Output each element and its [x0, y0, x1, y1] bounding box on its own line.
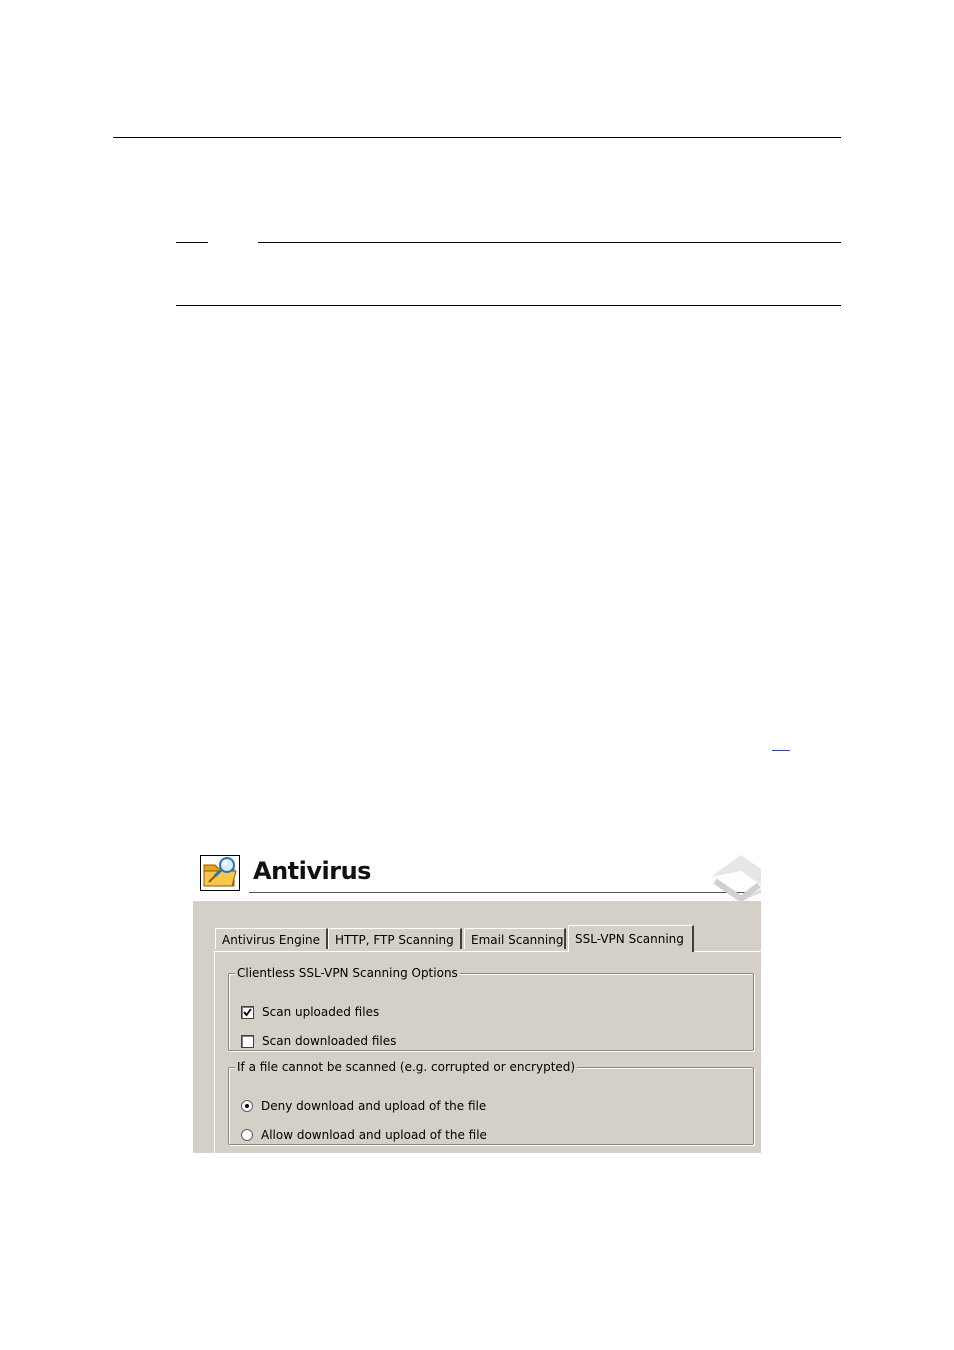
scan-downloaded-option[interactable]	[241, 1033, 396, 1049]
unscannable-legend: If a file cannot be scanned (e.g. corrupted or encrypted)	[237, 1060, 576, 1074]
deny-radio[interactable]	[241, 1100, 253, 1112]
tab-http-ftp-scanning[interactable]: HTTP, FTP Scanning	[328, 928, 462, 949]
scan-uploaded-option[interactable]	[241, 1004, 379, 1020]
reference-link[interactable]	[772, 750, 790, 751]
note-rule-top	[258, 242, 841, 243]
tab-strip	[193, 925, 761, 951]
scan-options-group	[228, 966, 754, 1051]
unscannable-file-group	[228, 1060, 754, 1145]
note-rule-bottom	[176, 305, 841, 306]
header-rule	[113, 137, 841, 138]
deny-label: Deny download and upload of the file	[261, 1099, 487, 1113]
deny-option[interactable]	[241, 1098, 486, 1114]
scan-downloaded-label: Scan downloaded files	[262, 1034, 397, 1048]
antivirus-dialog-screenshot	[193, 845, 761, 1153]
tab-ssl-vpn-scanning[interactable]: SSL-VPN Scanning	[568, 925, 694, 952]
checkmark-icon	[242, 1007, 253, 1018]
dialog-header	[193, 845, 761, 901]
note-rule-short	[176, 242, 208, 243]
allow-label: Allow download and upload of the file	[261, 1128, 487, 1142]
tab-email-scanning[interactable]: Email Scanning	[464, 928, 566, 949]
scan-uploaded-checkbox[interactable]	[241, 1006, 254, 1019]
allow-option[interactable]	[241, 1127, 487, 1143]
scan-options-legend: Clientless SSL-VPN Scanning Options	[237, 966, 458, 980]
allow-radio[interactable]	[241, 1129, 253, 1141]
scan-downloaded-checkbox[interactable]	[241, 1035, 254, 1048]
tab-antivirus-engine[interactable]: Antivirus Engine	[215, 928, 328, 949]
logo-watermark-icon	[711, 845, 761, 901]
antivirus-folder-magnifier-icon	[200, 855, 240, 891]
scan-uploaded-label: Scan uploaded files	[262, 1005, 380, 1019]
tab-panel-left-edge	[214, 951, 215, 1153]
radio-selected-dot	[245, 1104, 249, 1108]
app-title: Antivirus	[253, 857, 371, 885]
title-underline	[249, 892, 751, 893]
